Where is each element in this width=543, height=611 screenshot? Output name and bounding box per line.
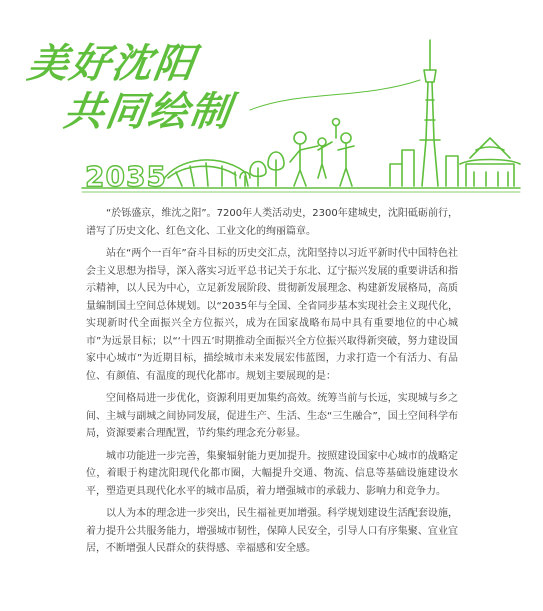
paragraph-4: 城市功能进一步完善，集聚辐射能力更加提升。按照建设国家中心城市的战略定位，着眼于构建沈阳现代化都市圈，大幅提升交通、物流、信息等基础设施建设水平，塑造更具现代化水平的城市品质，着力增强城市的承载力、影响力和竞争力。 <box>86 450 458 497</box>
family-figures-icon <box>290 119 354 187</box>
building-icon <box>402 150 414 186</box>
paragraph-2: 站在“两个一百年”奋斗目标的历史交汇点，沈阳坚持以习近平新时代中国特色社会主义思想为指导，深入落实习近平总书记关于东北、辽宁振兴发展的重要讲话和指示精神，以人民为中心，立足新发展阶段、贯彻新发展理念、构建新发展格局，高质量编制国土空间总体规划。以“2035年与全国、全省同步基本实现社会主义现代化，实现新时代全面振兴全方位振兴，成为在国家战略布局中具有重要地位的中心城市”为远景目标；以“‘十四五’时期推动全面振兴全方位振兴取得新突破，努力建设国家中心城市”为近期目标，描绘城市未来发展宏伟蓝图，力求打造一个有活力、有品位、有颜值、有温度的现代化都市。规划主要展现的是： <box>86 248 458 382</box>
palace-icon <box>460 138 520 186</box>
title-line-2: 共同绘制 <box>60 88 236 135</box>
tree-icon-2 <box>268 152 284 186</box>
paragraph-5: 以人为本的理念进一步突出，民生福祉更加增强。科学规划建设生活配套设施，着力提升公共服务能力，增强城市韧性，保障人民安全，引导人口有序集聚、宜业宜居，不断增强人民群众的获得感、幸福感和安全感。 <box>86 508 458 554</box>
tv-tower-icon <box>420 40 440 186</box>
title-line-1: 美好沈阳 <box>24 40 200 87</box>
building-icon-2 <box>446 156 458 186</box>
paragraph-3: 空间格局进一步优化，资源利用更加集约高效。统筹当前与长远，实现城与乡之间、主城与副城之间协同发展，促进生产、生活、生态“三生融合”，国土空间科学布局，资源要素合理配置，节约集约理念充分彰显。 <box>86 393 458 439</box>
calligraphy-title <box>24 40 236 136</box>
tree-icon <box>250 162 266 187</box>
year-2035: 2035 <box>85 160 167 193</box>
body-text <box>86 205 458 563</box>
ribbon-line <box>250 80 420 110</box>
paragraph-1: “於铄盛京，维沈之阳”。7200年人类活动史，2300年建城史，沈阳砥砺前行，谱写了历史文化、红色文化、工业文化的绚丽篇章。 <box>86 208 458 237</box>
